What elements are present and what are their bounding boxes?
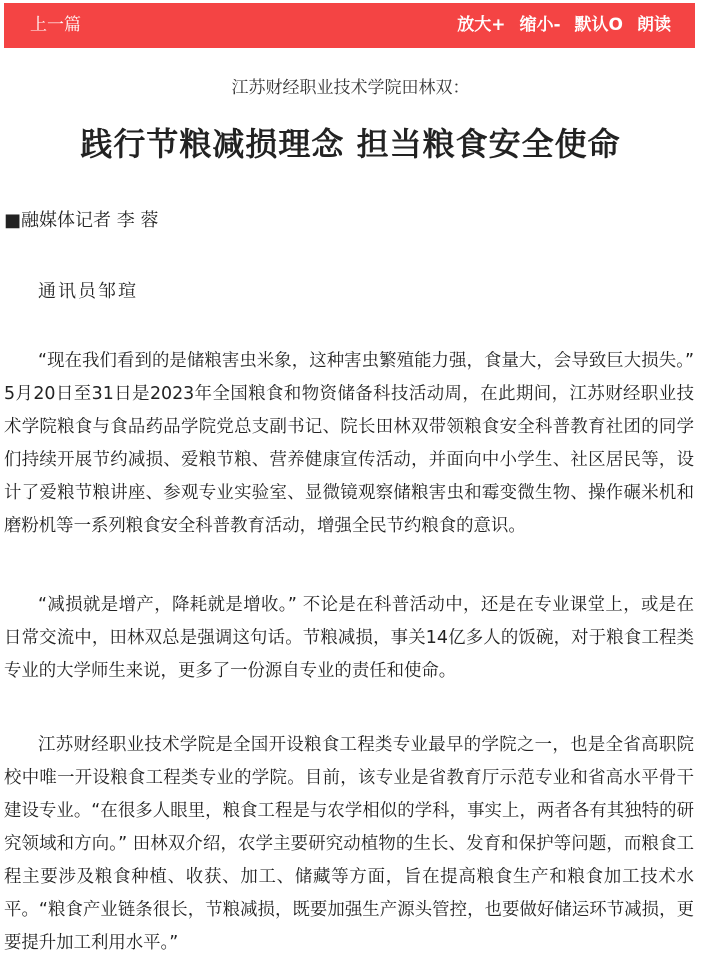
- article-contributor: 通讯员邹瑄: [38, 281, 138, 302]
- reading-tools: [457, 14, 671, 36]
- read-aloud-button[interactable]: 朗读: [637, 15, 671, 35]
- article-byline: ■融媒体记者 李 蓉: [4, 210, 159, 231]
- zoom-out-button[interactable]: 缩小-: [519, 15, 561, 35]
- default-size-button[interactable]: 默认O: [574, 15, 623, 35]
- article-paragraph: “减损就是增产，降耗就是增收。” 不论是在科普活动中，还是在专业课堂上，或是在日常交流中，田林双总是强调这句话。节粮减损，事关14亿多人的饭碗，对于粮食工程类专业的大学师生来说，更多了一份源自专业的责任和使命。: [4, 595, 694, 681]
- article-toolbar: [4, 3, 695, 48]
- previous-article-link[interactable]: 上一篇: [30, 15, 81, 35]
- article-kicker: 江苏财经职业技术学院田林双：: [231, 78, 470, 98]
- article-title: 践行节粮减损理念 担当粮食安全使命: [80, 125, 621, 163]
- zoom-in-button[interactable]: 放大+: [457, 15, 506, 35]
- article-paragraph: 江苏财经职业技术学院是全国开设粮食工程类专业最早的学院之一，也是全省高职院校中唯一开设粮食工程类专业的学院。目前，该专业是省教育厅示范专业和省高水平骨干建设专业。“在很多人眼里，粮食工程是与农学相似的学科，事实上，两者各有其独特的研究领域和方向。” 田林双介绍，农学主要研究动植物的生长、发育和保护等问题，而粮食工程主要涉及粮食种植、收获、加工、储藏等方面，旨在提高粮食生产和粮食加工技术水平。“粮食产业链条很长，节粮减损，既要加强生产源头管控，也要做好储运环节减损，更要提升加工利用水平。”: [4, 735, 694, 953]
- article-paragraph: “现在我们看到的是储粮害虫米象，这种害虫繁殖能力强，食量大，会导致巨大损失。” 5月20日至31日是2023年全国粮食和物资储备科技活动周，在此期间，江苏财经职业技术学院粮食与食品药品学院党总支副书记、院长田林双带领粮食安全科普教育社团的同学们持续开展节约减损、爱粮节粮、营养健康宣传活动，并面向中小学生、社区居民等，设计了爱粮节粮讲座、参观专业实验室、显微镜观察储粮害虫和霉变微生物、操作碾米机和磨粉机等一系列粮食安全科普教育活动，增强全民节约粮食的意识。: [4, 351, 694, 536]
